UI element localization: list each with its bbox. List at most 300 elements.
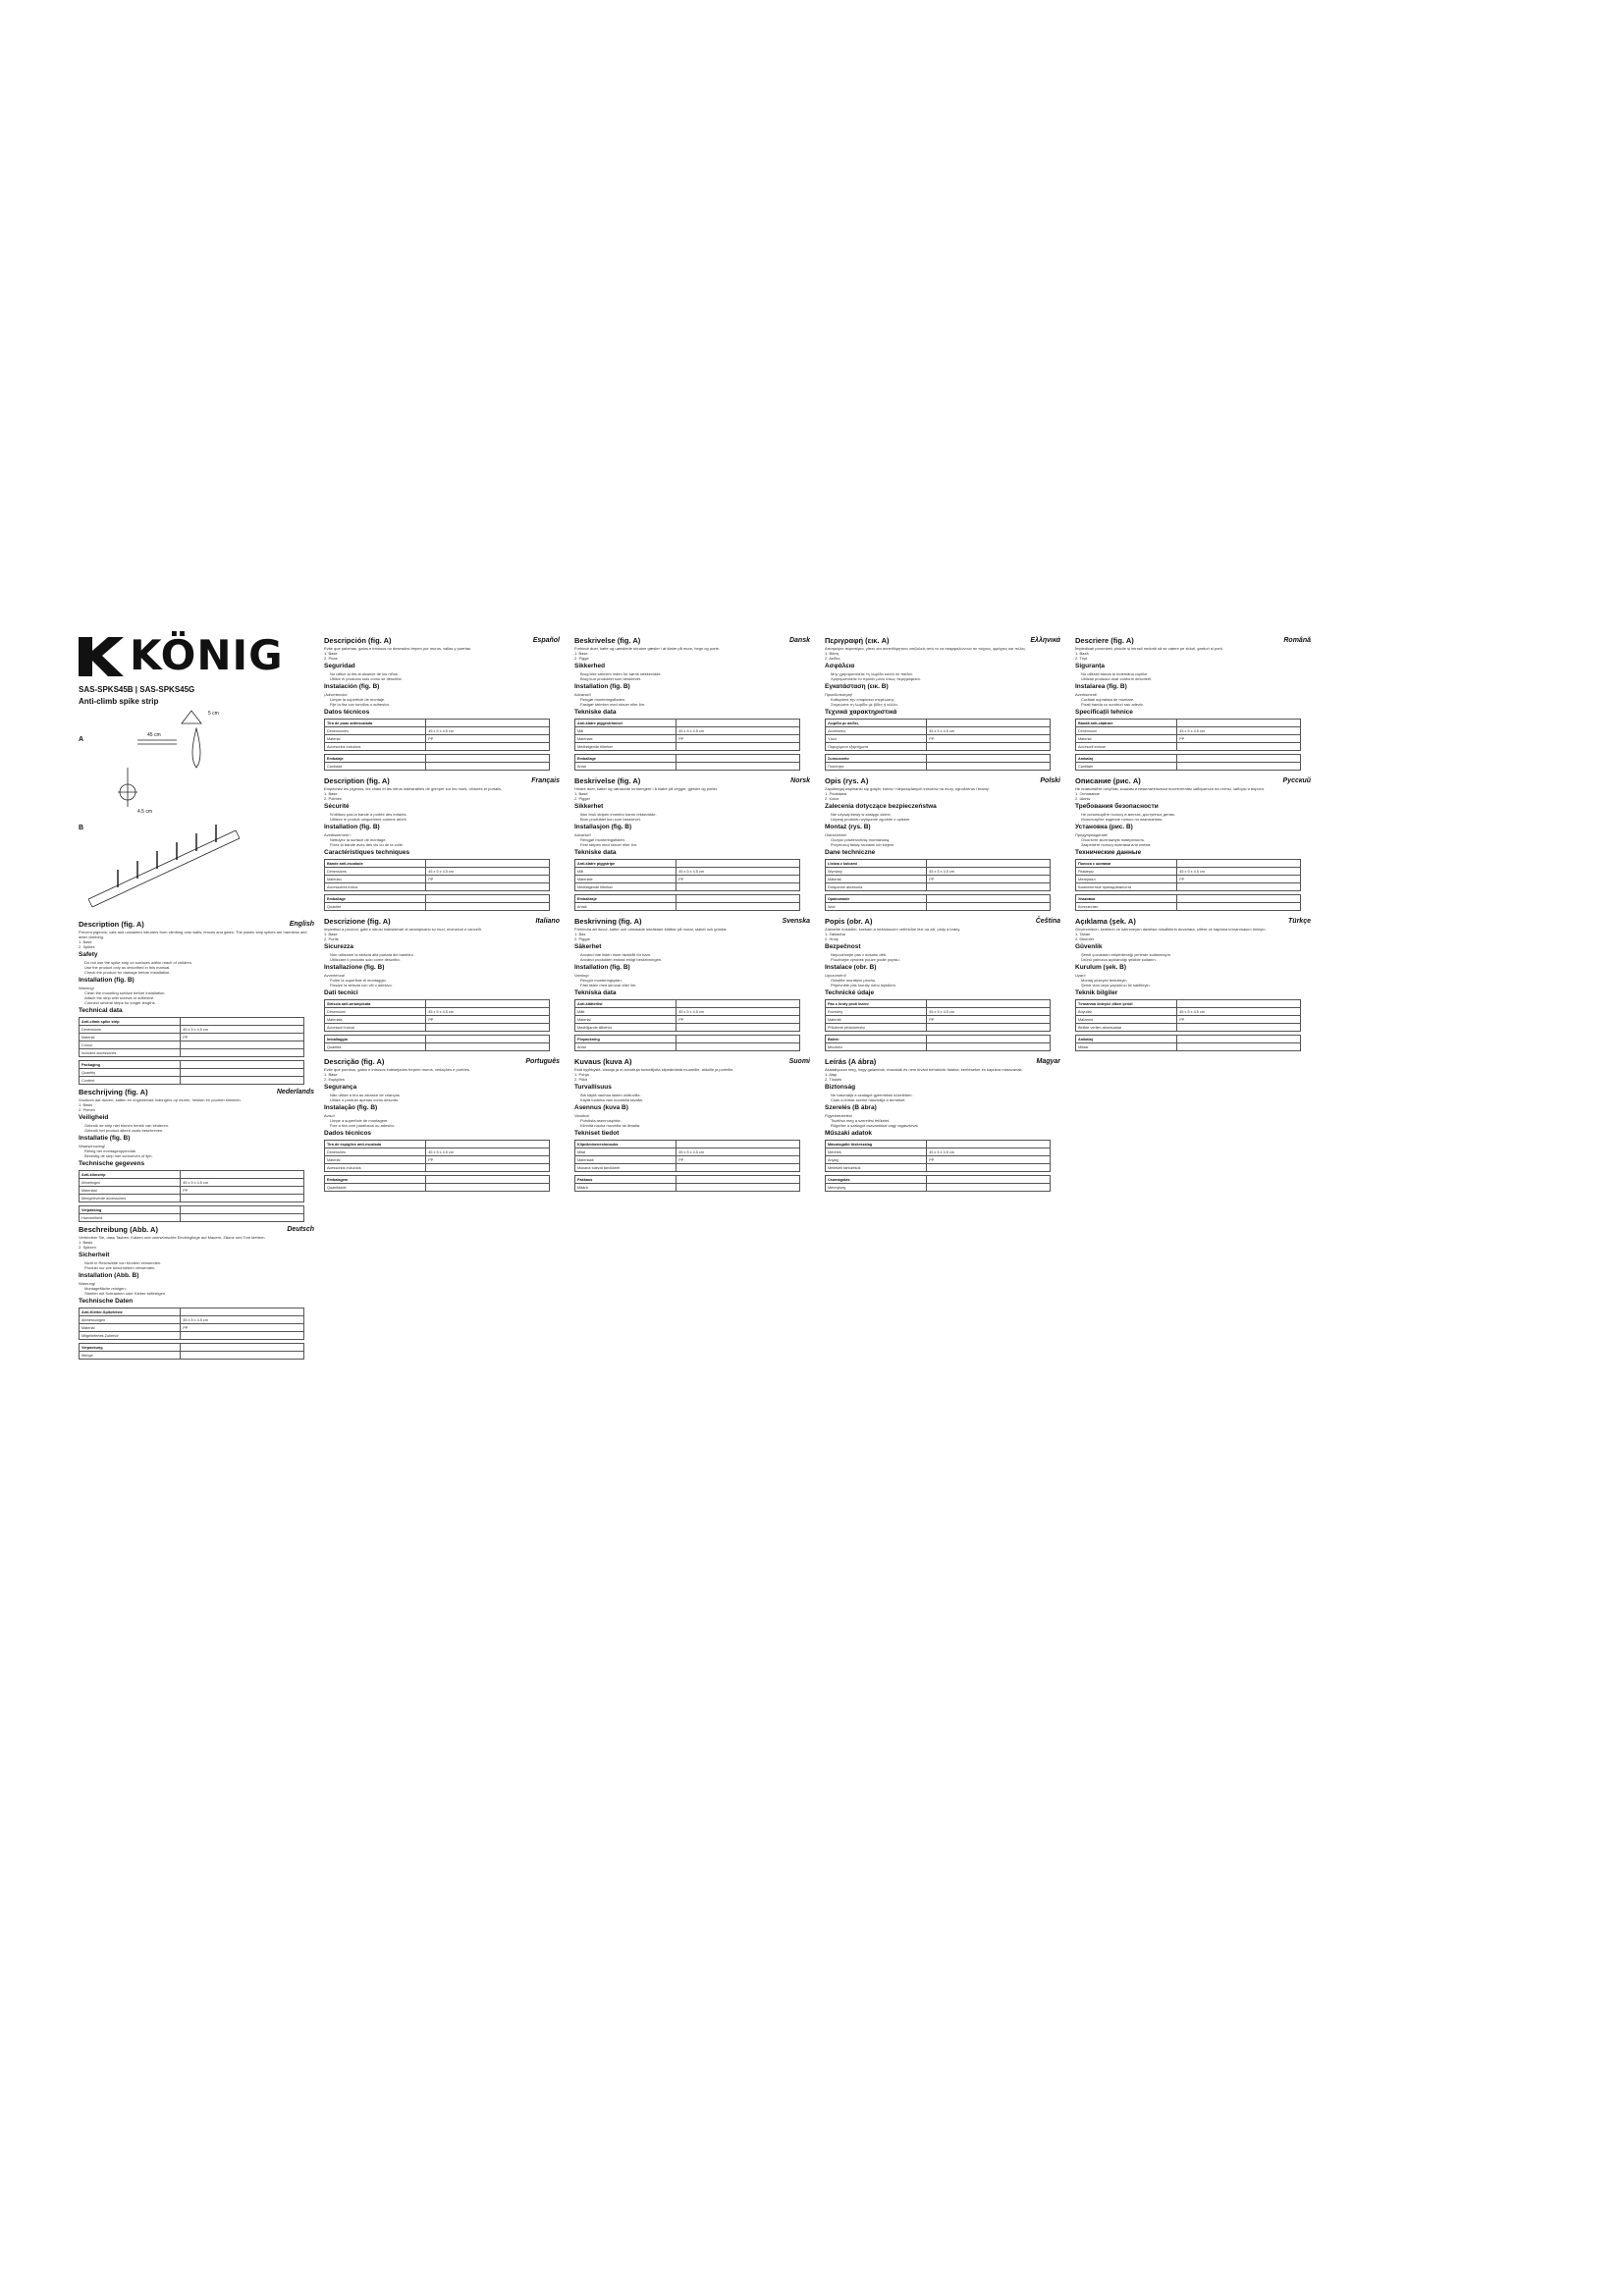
- installation-item: • Καθαρίστε την επιφάνεια στερέωσης.: [831, 697, 1060, 702]
- safety-heading: Sicurezza: [324, 943, 353, 950]
- technical-data-heading: Технические данные: [1075, 849, 1142, 856]
- technical-data-table: [324, 1035, 550, 1051]
- part-item: 1. Βάση: [825, 651, 839, 656]
- installation-heading: Installation (fig. B): [574, 964, 630, 971]
- technical-data-table: [324, 859, 550, 891]
- table-row: [325, 1000, 550, 1008]
- table-row: [826, 1164, 1051, 1172]
- table-key: Dimensiones: [325, 727, 426, 735]
- table-row: [575, 727, 800, 735]
- safety-item: • Utilize o produto apenas como descrito.: [330, 1097, 560, 1102]
- part-item: 2. Dikenler: [1075, 936, 1095, 941]
- table-key: Cantidad: [325, 763, 426, 771]
- table-value: [927, 1024, 1051, 1032]
- warning-label: Advarsel!: [574, 832, 591, 837]
- table-row: [325, 1141, 550, 1148]
- safety-list: [324, 812, 560, 822]
- installation-item: • Attach the strip with screws or adhesive.: [84, 995, 314, 1000]
- safety-item: • Используйте изделие только по назначению.: [1081, 817, 1311, 822]
- safety-item: • Utilice el producto solo como se describe.: [330, 676, 560, 681]
- table-value: [426, 1164, 550, 1172]
- table-row: [826, 1148, 1051, 1156]
- table-value: PP: [1177, 1016, 1301, 1024]
- language-section: [324, 636, 560, 771]
- installation-list: [825, 978, 1060, 988]
- table-row: [575, 895, 800, 903]
- table-key: Bandă anti-cățărare: [1076, 720, 1177, 727]
- table-key: Kiipeämisenestonauha: [575, 1141, 677, 1148]
- description-text: Impedisci a piccioni, gatti e intrusi indesiderati di arrampicarsi su muri, recinzioni e cancelli.: [324, 927, 482, 932]
- description-text: Hindre duer, katter og uønskede inntrengere i å klatre på vegger, gjerder og porter.: [574, 786, 719, 791]
- table-value: [1177, 860, 1301, 868]
- table-key: Malzeme: [1076, 1016, 1177, 1024]
- table-row: [1076, 727, 1301, 735]
- part-item: 2. Kolce: [825, 796, 839, 801]
- table-key: Rozměry: [826, 1008, 927, 1016]
- table-key: Materiale: [575, 876, 677, 883]
- technical-data-table: [324, 999, 550, 1032]
- installation-item: • Curățați suprafața de montare.: [1081, 697, 1311, 702]
- table-value: [677, 1141, 800, 1148]
- table-row: [325, 727, 550, 735]
- installation-heading: Installation (fig. B): [574, 683, 630, 690]
- technical-data-heading: Technische Daten: [79, 1298, 134, 1305]
- table-row: [325, 1148, 550, 1156]
- table-key: Embalagem: [325, 1176, 426, 1184]
- table-row: [826, 876, 1051, 883]
- safety-heading: Ασφάλεια: [825, 663, 855, 669]
- table-row: [1076, 1043, 1301, 1051]
- table-row: [575, 1176, 800, 1184]
- part-item: 1. Taban: [1075, 932, 1091, 936]
- language-name: Polski: [1040, 777, 1060, 784]
- table-key: Medföljande tillbehör: [575, 1024, 677, 1032]
- table-key: Materiaali: [575, 1156, 677, 1164]
- part-item: 1. Base: [324, 651, 338, 656]
- part-item: 1. Bază: [1075, 651, 1089, 656]
- table-value: [927, 1043, 1051, 1051]
- table-key: Размеры: [1076, 868, 1177, 876]
- installation-item: • Očistěte montážní plochu.: [831, 978, 1060, 983]
- technical-data-table: [574, 859, 800, 891]
- table-row: [1076, 860, 1301, 868]
- figure-a-dim-height: 5 cm: [208, 711, 219, 717]
- table-key: Mukana tulevat tarvikkeet: [575, 1164, 677, 1172]
- figure-a-label: A: [79, 736, 84, 743]
- table-value: 45 x 5 x 4.5 cm: [677, 1008, 800, 1016]
- table-value: [426, 903, 550, 911]
- safety-heading: Zalecenia dotyczące bezpieczeństwa: [825, 803, 937, 810]
- table-row: [325, 1176, 550, 1184]
- installation-item: • Streifen mit Schrauben oder Kleber befestigen.: [84, 1291, 314, 1296]
- table-value: PP: [927, 1016, 1051, 1024]
- table-row: [826, 1156, 1051, 1164]
- safety-heading: Turvallisuus: [574, 1084, 612, 1091]
- part-item: 1. Основание: [1075, 791, 1100, 796]
- table-key: Material: [80, 1324, 181, 1332]
- section-title: Descripción (fig. A): [324, 636, 392, 645]
- description-text: Verhindern Sie, dass Tauben, Katzen und unerwünschte Eindringlinge auf Mauern, Zäune und Tore klettern.: [79, 1235, 266, 1240]
- table-key: Striscia anti-arrampicata: [325, 1000, 426, 1008]
- section-title: Leírás (A ábra): [825, 1057, 877, 1066]
- table-key: Matériau: [325, 876, 426, 883]
- safety-item: • Utilizzare il prodotto solo come descritto.: [330, 957, 560, 962]
- table-row: [325, 903, 550, 911]
- language-name: Português: [525, 1058, 560, 1065]
- installation-item: • Bevestig de strip met schroeven of lijm.: [84, 1153, 314, 1158]
- safety-item: • Utilizați produsul doar conform descrierii.: [1081, 676, 1311, 681]
- safety-list: [324, 952, 560, 962]
- table-key: Anti-klatre piggstripe: [575, 860, 677, 868]
- table-value: 45 x 5 x 4.5 cm: [426, 1008, 550, 1016]
- table-value: PP: [426, 735, 550, 743]
- table-value: [927, 720, 1051, 727]
- table-key: Meegeleverde accessoires: [80, 1195, 181, 1202]
- installation-item: • Reinig het montageoppervlak.: [84, 1148, 314, 1153]
- section-title: Kuvaus (kuva A): [574, 1057, 632, 1066]
- figure-b-label: B: [79, 825, 84, 831]
- installation-item: • Fixez la bande avec des vis ou de la colle.: [330, 842, 560, 847]
- table-key: Ambalaj: [1076, 755, 1177, 763]
- table-value: [927, 1184, 1051, 1192]
- table-key: Anti-klatre piggestrimmel: [575, 720, 677, 727]
- section-title: Описание (рис. A): [1075, 776, 1141, 785]
- table-key: Antall: [575, 903, 677, 911]
- part-item: 1. Base: [324, 791, 338, 796]
- language-section: [1075, 776, 1311, 911]
- table-key: Méretek: [826, 1148, 927, 1156]
- table-key: Bande anti-escalade: [325, 860, 426, 868]
- table-value: [677, 720, 800, 727]
- table-key: Dimensions: [325, 868, 426, 876]
- table-value: [677, 895, 800, 903]
- technical-data-heading: Műszaki adatok: [825, 1130, 873, 1137]
- installation-item: • Nettoyez la surface de montage.: [330, 837, 560, 842]
- language-name: Norsk: [790, 777, 810, 784]
- table-value: 45 x 5 x 4.5 cm: [927, 868, 1051, 876]
- safety-item: • Brug ikke strimlen inden for børns rækkevidde.: [580, 671, 810, 676]
- table-value: [677, 1036, 800, 1043]
- table-row: [575, 876, 800, 883]
- table-value: 45 x 5 x 4.5 cm: [927, 727, 1051, 735]
- technical-data-table: [324, 719, 550, 751]
- installation-heading: Installation (Abb. B): [79, 1272, 139, 1279]
- language-name: Čeština: [1035, 918, 1060, 925]
- section-heading: [324, 917, 560, 926]
- installation-item: • Очистите монтажную поверхность.: [1081, 837, 1311, 842]
- safety-heading: Sécurité: [324, 803, 350, 810]
- installation-item: • Rögzítse a szalagot csavarokkal vagy ragasztóval.: [831, 1123, 1060, 1128]
- table-key: Birlikte verilen aksesuarlar: [1076, 1024, 1177, 1032]
- section-heading: [1075, 776, 1311, 785]
- technical-data-table: [574, 719, 800, 751]
- warning-label: Upozornění!: [825, 973, 846, 978]
- table-row: [325, 1184, 550, 1192]
- part-item: 2. Púas: [324, 656, 338, 661]
- table-key: Pás s hroty proti lezení: [826, 1000, 927, 1008]
- section-heading: [574, 1057, 810, 1066]
- safety-list: [825, 1093, 1060, 1102]
- part-item: 2. Espigões: [324, 1077, 345, 1082]
- table-value: [1177, 763, 1301, 771]
- installation-item: • Oczyść powierzchnię montażową.: [831, 837, 1060, 842]
- table-row: [826, 1008, 1051, 1016]
- safety-item: • Şeridi çocukların erişebileceği yerlerde kullanmayın.: [1081, 952, 1311, 957]
- installation-item: • Připevněte pás šrouby nebo lepidlem.: [831, 983, 1060, 988]
- table-row: [325, 1016, 550, 1024]
- warning-label: Figyelmeztetés!: [825, 1113, 853, 1118]
- safety-item: • Ne használja a szalagot gyermekek közelében.: [831, 1093, 1060, 1097]
- installation-item: • Fixe a tira com parafusos ou adesivo.: [330, 1123, 560, 1128]
- language-section: [574, 1057, 810, 1192]
- technical-data-table: [574, 754, 800, 771]
- language-section: [324, 1057, 560, 1192]
- part-item: 2. Țepi: [1075, 656, 1088, 661]
- technical-data-table: [825, 999, 1051, 1032]
- part-item: 1. Basis: [79, 1102, 93, 1107]
- table-row: [826, 1000, 1051, 1008]
- column-3: [574, 633, 810, 1546]
- section-heading: [574, 776, 810, 785]
- safety-list: [324, 1093, 560, 1102]
- manual-sheet: [0, 633, 1624, 1561]
- technical-data-table: [1075, 894, 1301, 911]
- table-value: [927, 1000, 1051, 1008]
- safety-item: • Não utilize a tira ao alcance de crianças.: [330, 1093, 560, 1097]
- section-heading: [324, 636, 560, 645]
- installation-item: • Rengør monteringsfladen.: [580, 697, 810, 702]
- table-row: [1076, 735, 1301, 743]
- table-row: [1076, 720, 1301, 727]
- technical-data-table: [825, 894, 1051, 911]
- language-section: [574, 917, 810, 1051]
- language-name: Nederlands: [276, 1089, 314, 1095]
- table-key: Dimensões: [325, 1148, 426, 1156]
- description-text: Împiedicați porumbeii, pisicile și intrușii nedoriți să se cațere pe ziduri, garduri și porți.: [1075, 646, 1223, 651]
- safety-heading: Safety: [79, 951, 98, 958]
- safety-list: [1075, 952, 1311, 962]
- table-value: PP: [181, 1034, 304, 1041]
- table-key: Cantitate: [1076, 763, 1177, 771]
- table-key: Ambalaj: [1076, 1036, 1177, 1043]
- table-row: [575, 1141, 800, 1148]
- table-key: Menge: [80, 1352, 181, 1360]
- table-row: [1076, 1016, 1301, 1024]
- language-section: [574, 776, 810, 911]
- table-key: Boyutlar: [1076, 1008, 1177, 1016]
- section-heading: [574, 917, 810, 926]
- section-title: Descrizione (fig. A): [324, 917, 391, 926]
- table-row: [575, 883, 800, 891]
- installation-item: • Fest stripen med skruer eller lim.: [580, 842, 810, 847]
- table-value: [677, 1164, 800, 1172]
- table-row: [325, 763, 550, 771]
- installation-item: • Clean the mounting surface before installation.: [84, 990, 314, 995]
- table-key: Anti-Kletter-Spikeleiste: [80, 1308, 181, 1316]
- table-key: Material: [80, 1034, 181, 1041]
- table-value: 45 x 5 x 4.5 cm: [426, 868, 550, 876]
- table-key: Afmetingen: [80, 1179, 181, 1187]
- installation-list: [324, 837, 560, 847]
- technical-data-heading: Technické údaje: [825, 989, 875, 996]
- technical-data-table: [825, 754, 1051, 771]
- safety-heading: Segurança: [324, 1084, 357, 1091]
- technical-data-heading: Technische gegevens: [79, 1160, 145, 1167]
- part-item: 1. Základna: [825, 932, 845, 936]
- table-value: PP: [1177, 735, 1301, 743]
- part-item: 2. Spikes: [79, 944, 95, 949]
- description-text: Voorkom dat duiven, katten en ongewenste indringers op muren, hekken en poorten klimmen.: [79, 1097, 242, 1102]
- installation-heading: Установка (рис. B): [1075, 824, 1133, 830]
- warning-label: Varoitus!: [574, 1113, 590, 1118]
- table-key: Hoeveelheid: [80, 1214, 181, 1222]
- technical-data-table: [574, 1035, 800, 1051]
- table-row: [325, 1164, 550, 1172]
- safety-item: • Csak a leírtak szerint használja a terméket.: [831, 1097, 1060, 1102]
- table-row: [325, 876, 550, 883]
- language-name: English: [289, 921, 314, 928]
- description-text: Zapobiegaj wspinaniu się gołębi, kotów i niepożądanych intruzów na mury, ogrodzenia i bramy.: [825, 786, 990, 791]
- table-key: Määrä: [575, 1184, 677, 1192]
- table-row: [1076, 895, 1301, 903]
- table-value: [927, 1036, 1051, 1043]
- table-key: Csomagolás: [826, 1176, 927, 1184]
- table-row: [575, 1148, 800, 1156]
- section-title: Beschrijving (fig. A): [79, 1088, 148, 1096]
- technical-data-table: [825, 1175, 1051, 1192]
- description-text: Evite que pombos, gatos e intrusos indesejados trepem muros, vedações e portões.: [324, 1067, 470, 1072]
- technical-data-table: [324, 1175, 550, 1192]
- safety-item: • Utilisez le produit uniquement comme décrit.: [330, 817, 560, 822]
- figure-a-dim-width: 45 cm: [147, 732, 161, 738]
- table-row: [826, 743, 1051, 751]
- installation-item: • Rengjør monteringsflaten.: [580, 837, 810, 842]
- table-value: 45 x 5 x 4.5 cm: [1177, 727, 1301, 735]
- table-value: [1177, 903, 1301, 911]
- table-key: Emballasje: [575, 895, 677, 903]
- table-value: 45 x 5 x 4.5 cm: [677, 1148, 800, 1156]
- safety-item: • Använd inte listen inom räckhåll för barn.: [580, 952, 810, 957]
- table-value: [1177, 883, 1301, 891]
- table-key: Mitgeliefertes Zubehör: [80, 1332, 181, 1340]
- table-key: Förpackning: [575, 1036, 677, 1043]
- table-row: [1076, 1000, 1301, 1008]
- part-item: 1. Alap: [825, 1072, 838, 1077]
- table-key: Included accessories: [80, 1049, 181, 1057]
- table-row: [1076, 868, 1301, 876]
- table-value: [927, 1164, 1051, 1172]
- table-row: [575, 763, 800, 771]
- table-row: [325, 860, 550, 868]
- table-key: Mitat: [575, 1148, 677, 1156]
- table-key: Dimensioni: [325, 1008, 426, 1016]
- language-name: Français: [531, 777, 560, 784]
- safety-list: [574, 952, 810, 962]
- table-key: Abmessungen: [80, 1316, 181, 1324]
- table-row: [325, 883, 550, 891]
- language-section: [1075, 636, 1311, 771]
- table-value: 45 x 5 x 4.5 cm: [1177, 1008, 1301, 1016]
- installation-item: • Fije la tira con tornillos o adhesivo.: [330, 702, 560, 707]
- technical-data-table: [574, 999, 800, 1032]
- table-value: 45 x 5 x 4.5 cm: [426, 727, 550, 735]
- table-key: Verpackung: [80, 1344, 181, 1352]
- warning-label: Avvertenza!: [324, 973, 346, 978]
- table-key: Упаковка: [1076, 895, 1177, 903]
- table-key: Wymiary: [826, 868, 927, 876]
- table-value: [677, 1024, 800, 1032]
- table-row: [575, 1043, 800, 1051]
- table-value: [426, 1043, 550, 1051]
- part-item: 1. Base: [574, 651, 588, 656]
- table-key: Dimensions: [80, 1026, 181, 1034]
- safety-item: • Check the product for damage before installation.: [84, 970, 314, 975]
- brand-name: KÖNIG: [130, 631, 284, 679]
- technical-data-table: [324, 754, 550, 771]
- table-key: Material: [1076, 735, 1177, 743]
- safety-heading: Sicherheit: [79, 1252, 110, 1258]
- warning-label: Varning!: [574, 973, 589, 978]
- section-heading: [1075, 917, 1311, 926]
- part-item: 1. Basis: [79, 1240, 93, 1245]
- part-item: 2. Шипы: [1075, 796, 1091, 801]
- safety-item: • Ikke bruk stripen innenfor barns rekkevidde.: [580, 812, 810, 817]
- safety-heading: Sikkerhed: [574, 663, 606, 669]
- language-section: [825, 917, 1060, 1051]
- installation-item: • Connect several strips for longer lengths.: [84, 1000, 314, 1005]
- part-item: 2. Tüskék: [825, 1077, 842, 1082]
- table-value: [426, 1000, 550, 1008]
- table-value: [677, 763, 800, 771]
- table-value: [677, 903, 800, 911]
- safety-heading: Требования безопасности: [1075, 803, 1159, 810]
- section-heading: [825, 1057, 1060, 1066]
- installation-item: • Puhdista asennuspinta.: [580, 1118, 810, 1123]
- table-value: [426, 1141, 550, 1148]
- table-value: PP: [927, 1156, 1051, 1164]
- safety-heading: Sikkerhet: [574, 803, 604, 810]
- table-value: [677, 883, 800, 891]
- language-name: Deutsch: [287, 1226, 314, 1233]
- installation-item: • Στερεώστε τη λωρίδα με βίδες ή κόλλα.: [831, 702, 1060, 707]
- installation-list: [825, 1118, 1060, 1128]
- technical-data-table: [574, 894, 800, 911]
- table-value: [1177, 1043, 1301, 1051]
- safety-item: • Χρησιμοποιείτε το προϊόν μόνο όπως περιγράφεται.: [831, 676, 1060, 681]
- table-key: Emballage: [325, 895, 426, 903]
- warning-label: Advarsel!: [574, 692, 591, 697]
- technical-data-heading: Tekniske data: [574, 709, 617, 716]
- table-key: Mått: [575, 1008, 677, 1016]
- installation-item: • Montagefläche reinigen.: [84, 1286, 314, 1291]
- safety-item: • Use the product only as described in this manual.: [84, 965, 314, 970]
- table-value: PP: [426, 1016, 550, 1024]
- technical-data-heading: Tekniska data: [574, 989, 617, 996]
- installation-item: • Закрепите полосу винтами или клеем.: [1081, 842, 1311, 847]
- table-value: [927, 903, 1051, 911]
- table-key: Ilość: [826, 903, 927, 911]
- table-key: Παρεχόμενα εξαρτήματα: [826, 743, 927, 751]
- table-value: [426, 763, 550, 771]
- table-value: 45 x 5 x 4.5 cm: [181, 1316, 304, 1324]
- description-text: Zabraňte holubům, kočkám a nežádoucím vetřelcům lézt na zdi, ploty a brány.: [825, 927, 961, 932]
- safety-item: • Älä käytä nauhaa lasten ulottuvilla.: [580, 1093, 810, 1097]
- column-2: [324, 633, 560, 1546]
- description-text: Empêchez les pigeons, les chats et les intrus indésirables de grimper sur les murs, clôtures et portails.: [324, 786, 503, 791]
- table-key: Accesorii incluse: [1076, 743, 1177, 751]
- safety-item: • Nepoužívejte pás v dosahu dětí.: [831, 952, 1060, 957]
- technical-data-table: [324, 1140, 550, 1172]
